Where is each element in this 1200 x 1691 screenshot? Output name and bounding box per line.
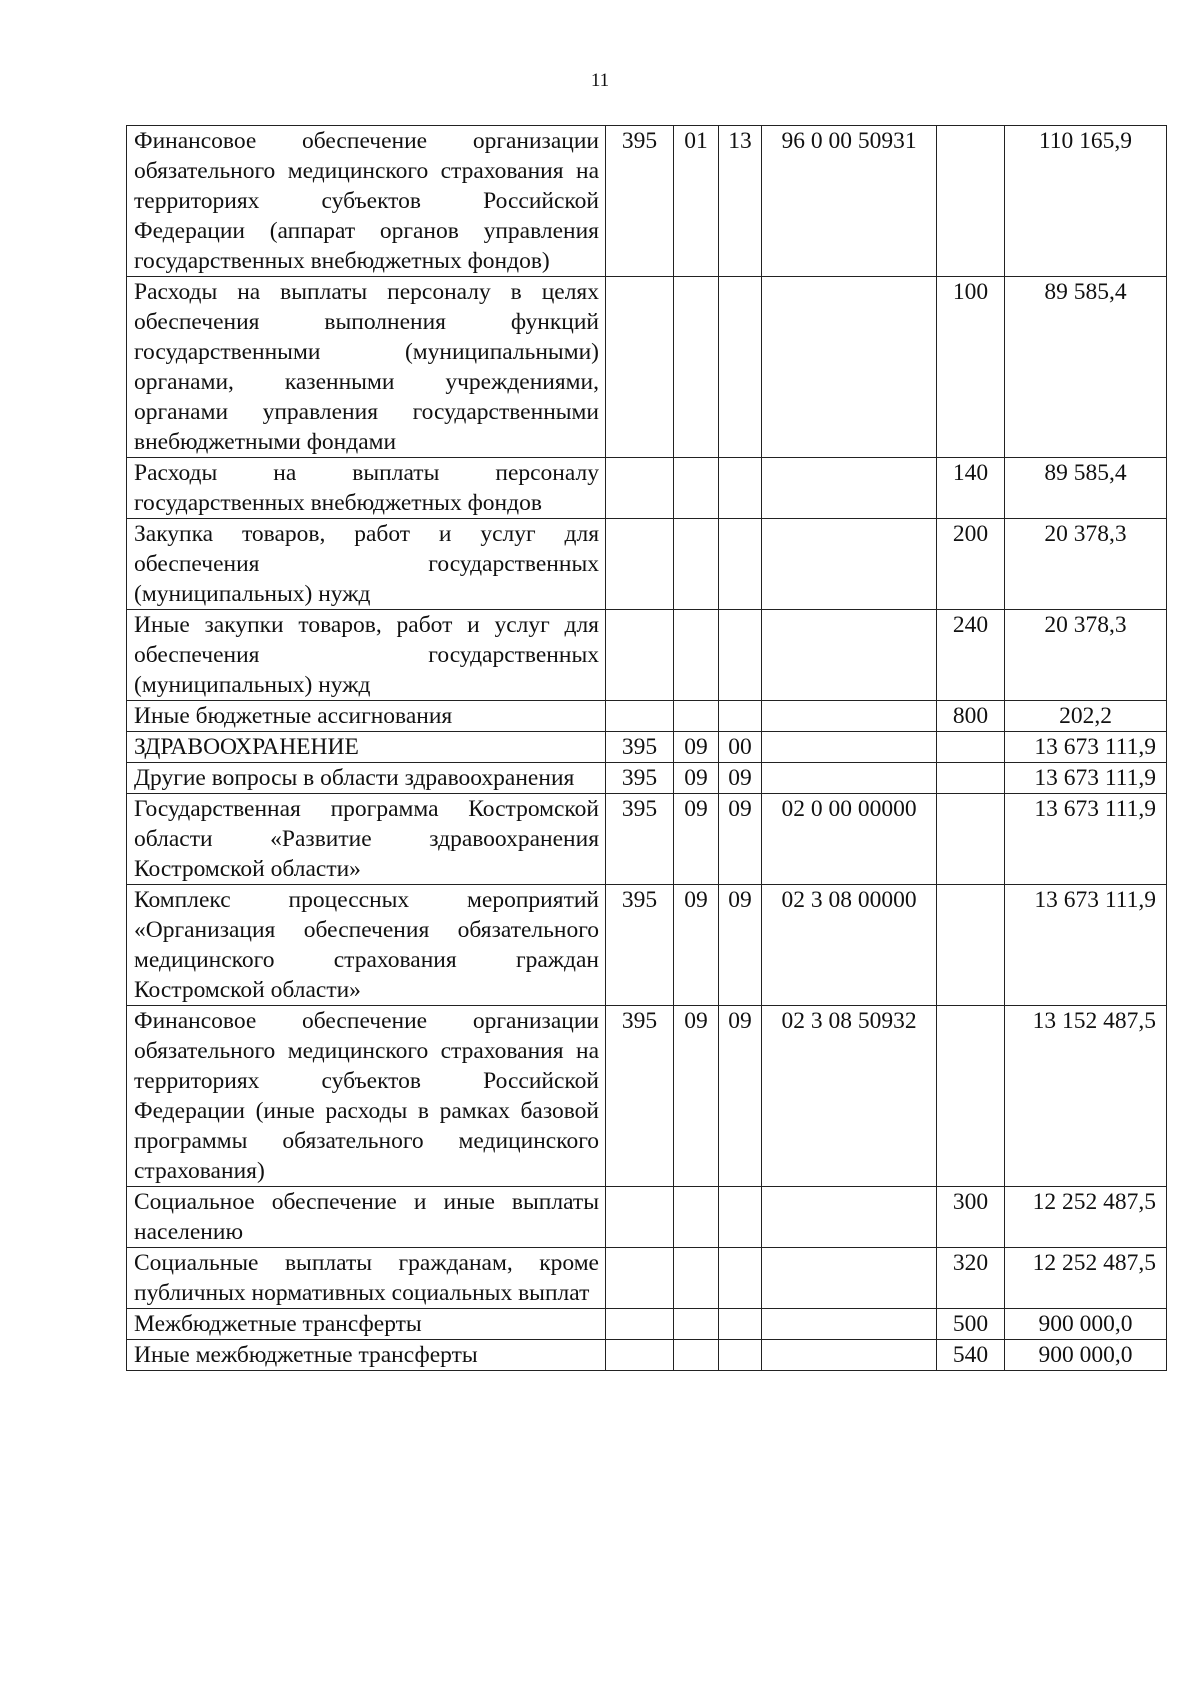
table-row [127,1006,1167,1187]
subsection-code-cell [719,701,762,732]
target-article-cell [762,610,937,701]
item-name-cell: Финансовое обеспечение организации обязательного медицинского страхования на территориях субъектов Российской Федерации (аппарат органов управления государственных внебюджетных фондов) [127,126,606,277]
expense-type-cell: 200 [937,519,1005,610]
amount-cell: 20 378,3 [1005,519,1167,610]
expense-type-cell: 300 [937,1187,1005,1248]
subsection-code-cell [719,610,762,701]
target-article-cell [762,701,937,732]
item-name-cell: Закупка товаров, работ и услуг для обеспечения государственных (муниципальных) нужд [127,519,606,610]
expense-type-cell [937,732,1005,763]
expense-type-cell [937,885,1005,1006]
section-code-cell [674,610,719,701]
table-row [127,1309,1167,1340]
page-number: 11 [590,70,610,91]
ministry-code-cell: 395 [606,794,674,885]
section-code-cell: 09 [674,763,719,794]
target-article-cell [762,277,937,458]
ministry-code-cell: 395 [606,732,674,763]
expense-type-cell: 800 [937,701,1005,732]
section-code-cell [674,458,719,519]
target-article-cell: 96 0 00 50931 [762,126,937,277]
table-row [127,126,1167,277]
amount-cell: 13 673 111,9 [1005,885,1167,1006]
section-code-cell: 09 [674,732,719,763]
item-name-cell: Финансовое обеспечение организации обязательного медицинского страхования на территориях субъектов Российской Федерации (иные расходы в рамках базовой программы обязательного медицинского страхования) [127,1006,606,1187]
expense-type-cell: 540 [937,1340,1005,1371]
amount-cell: 900 000,0 [1005,1340,1167,1371]
amount-cell: 13 673 111,9 [1005,794,1167,885]
item-name-cell: Комплекс процессных мероприятий «Организация обеспечения обязательного медицинского страхования граждан Костромской области» [127,885,606,1006]
ministry-code-cell [606,1309,674,1340]
expense-type-cell: 320 [937,1248,1005,1309]
item-name-cell: Иные закупки товаров, работ и услуг для обеспечения государственных (муниципальных) нужд [127,610,606,701]
subsection-code-cell [719,1340,762,1371]
ministry-code-cell [606,1248,674,1309]
table-row [127,732,1167,763]
amount-cell: 202,2 [1005,701,1167,732]
ministry-code-cell: 395 [606,763,674,794]
table-row [127,794,1167,885]
subsection-code-cell [719,1187,762,1248]
table-row [127,610,1167,701]
budget-table [126,125,1167,1371]
section-code-cell [674,1340,719,1371]
section-code-cell: 09 [674,885,719,1006]
amount-cell: 12 252 487,5 [1005,1248,1167,1309]
ministry-code-cell: 395 [606,1006,674,1187]
expense-type-cell [937,794,1005,885]
item-name-cell: Социальные выплаты гражданам, кроме публичных нормативных социальных выплат [127,1248,606,1309]
table-row [127,458,1167,519]
subsection-code-cell: 09 [719,763,762,794]
section-code-cell [674,1187,719,1248]
item-name-cell: Социальное обеспечение и иные выплаты населению [127,1187,606,1248]
subsection-code-cell [719,1309,762,1340]
target-article-cell [762,1248,937,1309]
target-article-cell [762,1340,937,1371]
amount-cell: 89 585,4 [1005,458,1167,519]
table-row [127,1340,1167,1371]
amount-cell: 900 000,0 [1005,1309,1167,1340]
section-code-cell [674,1248,719,1309]
amount-cell: 110 165,9 [1005,126,1167,277]
ministry-code-cell [606,1340,674,1371]
section-code-cell [674,519,719,610]
expense-type-cell: 140 [937,458,1005,519]
target-article-cell [762,732,937,763]
ministry-code-cell [606,610,674,701]
subsection-code-cell: 09 [719,794,762,885]
expense-type-cell: 500 [937,1309,1005,1340]
ministry-code-cell [606,277,674,458]
amount-cell: 89 585,4 [1005,277,1167,458]
subsection-code-cell: 00 [719,732,762,763]
subsection-code-cell: 09 [719,1006,762,1187]
item-name-cell: ЗДРАВООХРАНЕНИЕ [127,732,606,763]
ministry-code-cell [606,1187,674,1248]
item-name-cell: Иные бюджетные ассигнования [127,701,606,732]
target-article-cell [762,458,937,519]
item-name-cell: Иные межбюджетные трансферты [127,1340,606,1371]
section-code-cell: 09 [674,1006,719,1187]
table-row [127,1187,1167,1248]
section-code-cell [674,1309,719,1340]
table-row [127,763,1167,794]
target-article-cell [762,519,937,610]
ministry-code-cell [606,519,674,610]
target-article-cell [762,763,937,794]
amount-cell: 12 252 487,5 [1005,1187,1167,1248]
item-name-cell: Расходы на выплаты персоналу в целях обеспечения выполнения функций государственными (муниципальными) органами, казенными учреждениями, органами управления государственными внебюджетными фондами [127,277,606,458]
table-row [127,277,1167,458]
ministry-code-cell: 395 [606,885,674,1006]
table-row [127,701,1167,732]
section-code-cell [674,701,719,732]
amount-cell: 13 673 111,9 [1005,763,1167,794]
item-name-cell: Расходы на выплаты персоналу государственных внебюджетных фондов [127,458,606,519]
section-code-cell: 01 [674,126,719,277]
amount-cell: 13 673 111,9 [1005,732,1167,763]
subsection-code-cell: 09 [719,885,762,1006]
ministry-code-cell: 395 [606,126,674,277]
section-code-cell: 09 [674,794,719,885]
target-article-cell: 02 3 08 00000 [762,885,937,1006]
item-name-cell: Другие вопросы в области здравоохранения [127,763,606,794]
section-code-cell [674,277,719,458]
amount-cell: 20 378,3 [1005,610,1167,701]
ministry-code-cell [606,458,674,519]
subsection-code-cell: 13 [719,126,762,277]
table-row [127,519,1167,610]
subsection-code-cell [719,277,762,458]
target-article-cell: 02 0 00 00000 [762,794,937,885]
expense-type-cell: 240 [937,610,1005,701]
table-row [127,885,1167,1006]
expense-type-cell [937,126,1005,277]
target-article-cell: 02 3 08 50932 [762,1006,937,1187]
ministry-code-cell [606,701,674,732]
subsection-code-cell [719,519,762,610]
amount-cell: 13 152 487,5 [1005,1006,1167,1187]
table-row [127,1248,1167,1309]
expense-type-cell: 100 [937,277,1005,458]
expense-type-cell [937,763,1005,794]
subsection-code-cell [719,1248,762,1309]
target-article-cell [762,1187,937,1248]
item-name-cell: Межбюджетные трансферты [127,1309,606,1340]
expense-type-cell [937,1006,1005,1187]
subsection-code-cell [719,458,762,519]
item-name-cell: Государственная программа Костромской области «Развитие здравоохранения Костромской области» [127,794,606,885]
target-article-cell [762,1309,937,1340]
